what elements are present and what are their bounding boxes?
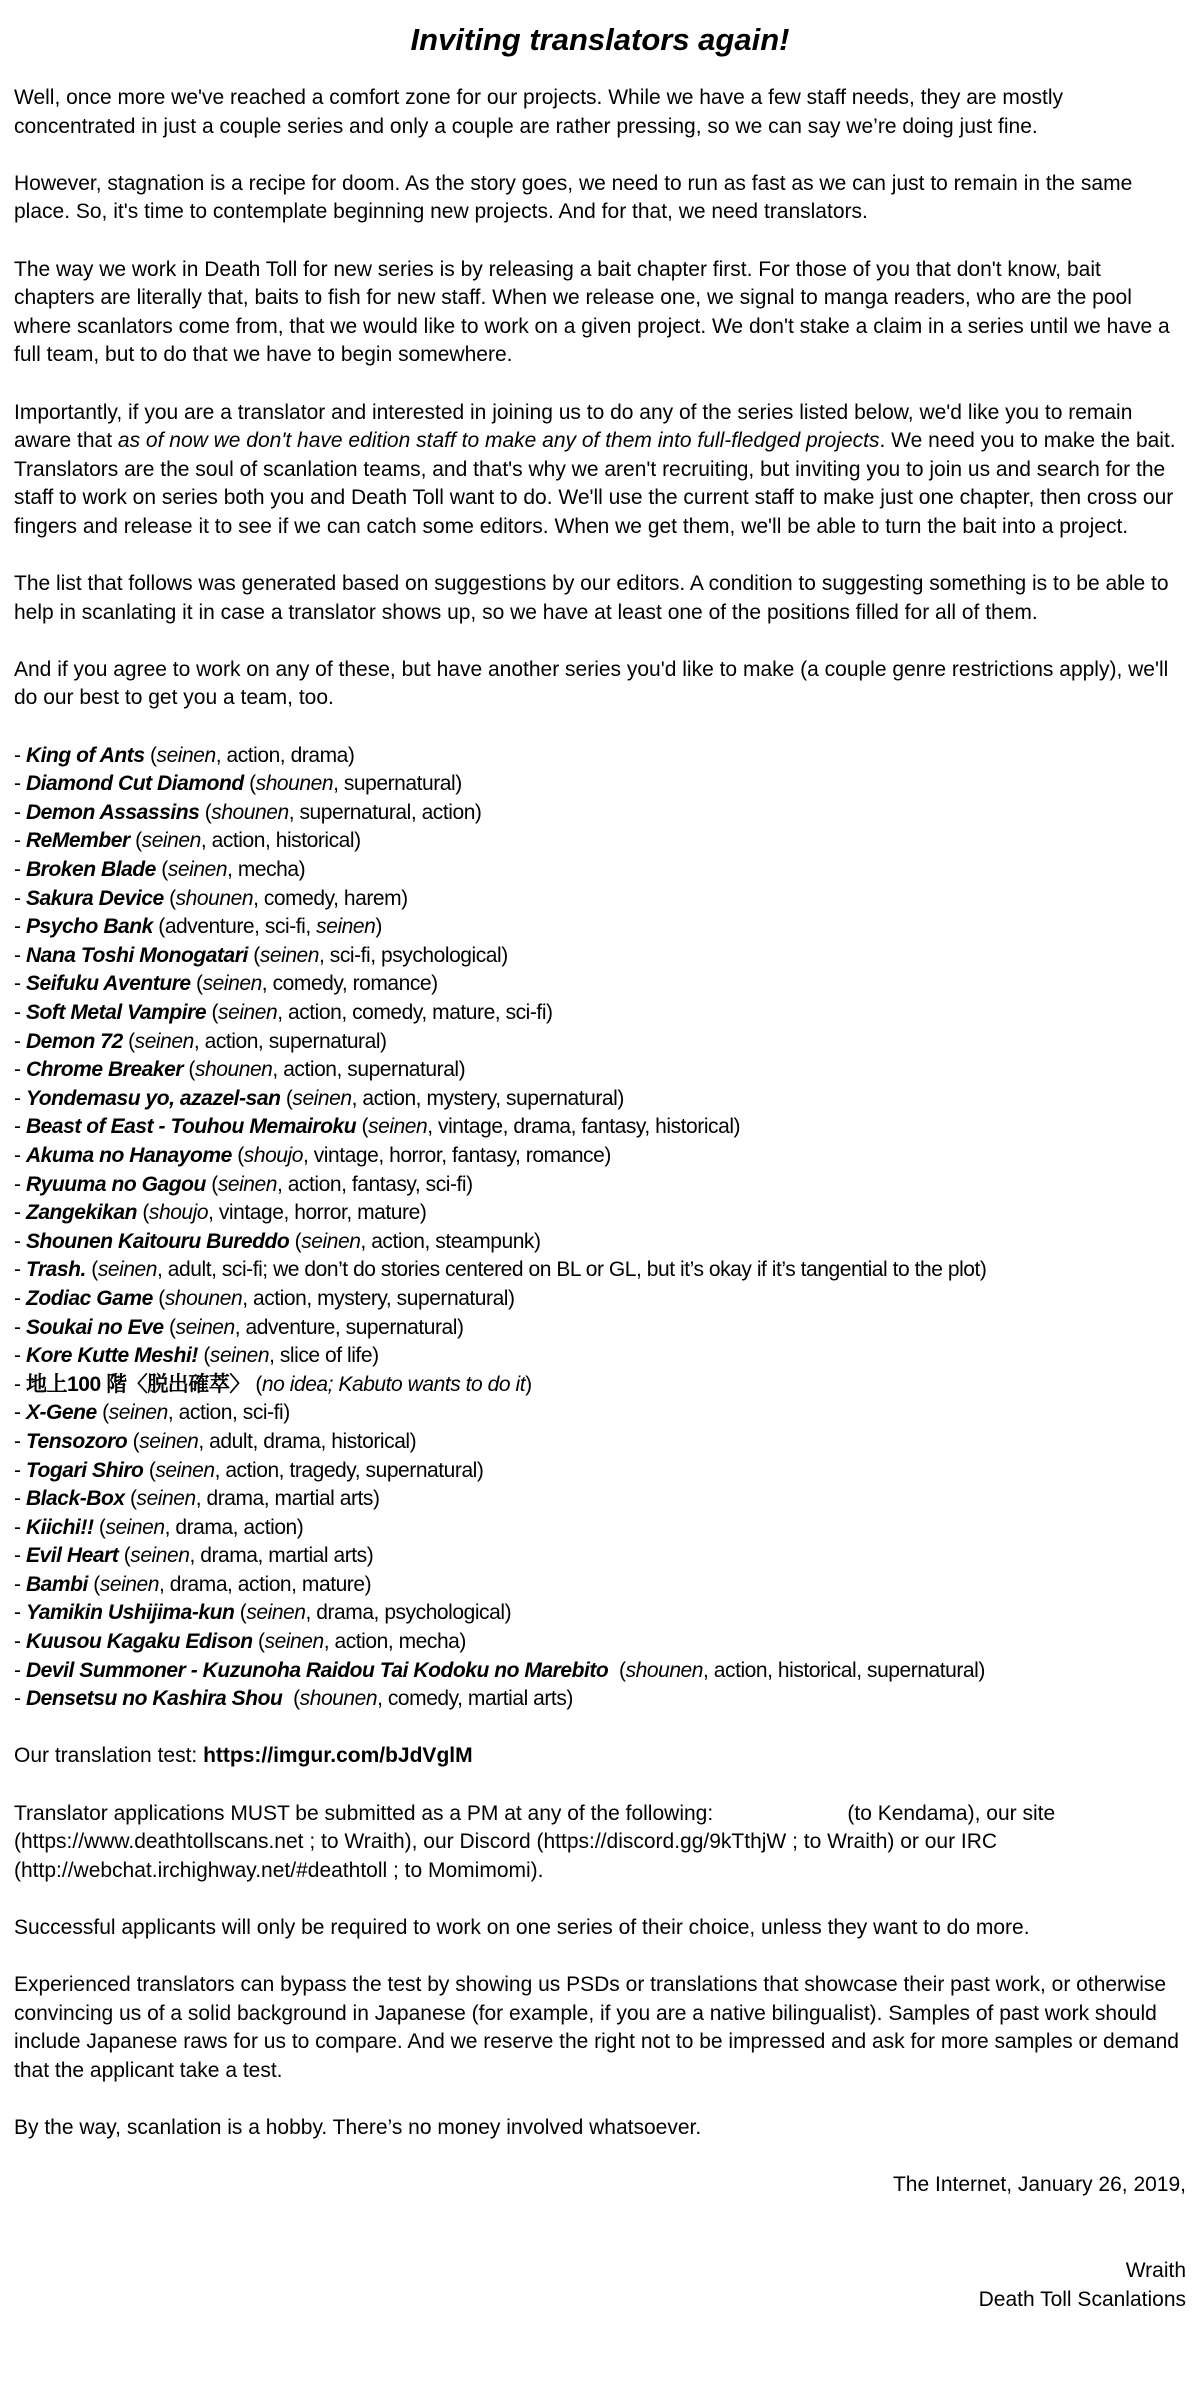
series-genre: seinen [301, 1229, 361, 1253]
list-dash: - [14, 1258, 26, 1282]
signature-block [14, 2171, 1186, 2314]
series-genre: , drama, action [164, 1515, 297, 1539]
series-genre: seinen [136, 1487, 196, 1511]
text-segment: Experienced translators can bypass the test by showing us PSDs or translations that showcase their past work, or otherwise convincing us of a solid background in Japanese (for example, if you are a native bilingualist). Samples of past work should include Japanese raws for us to compare. And we reserve the right not to be impressed and ask for more samples or demand that the applicant take a test. [14, 1973, 1179, 2082]
series-genres-open: ( [190, 972, 203, 996]
series-item [14, 1056, 1186, 1085]
series-genres-close: ) [372, 1344, 379, 1368]
series-title: Diamond Cut Diamond [25, 772, 244, 796]
series-item [14, 999, 1186, 1028]
series-genres-close: ) [508, 1286, 515, 1310]
series-genres-open: ( [93, 1515, 106, 1539]
series-genre: shounen [211, 800, 289, 824]
series-title: Devil Summoner - Kuzunoha Raidou Tai Kodoku no Marebito [25, 1658, 609, 1682]
series-item [14, 1028, 1186, 1057]
paragraph [14, 2114, 1186, 2143]
series-genres-close: ) [375, 915, 382, 939]
series-genre: , slice of life [269, 1344, 373, 1368]
translation-test-url: https://imgur.com/bJdVglM [203, 1744, 473, 1768]
series-item [14, 970, 1186, 999]
series-item [14, 1571, 1186, 1600]
series-title: Soukai no Eve [25, 1315, 164, 1339]
series-genres-open: ( [118, 1544, 131, 1568]
series-genres-open: ( [199, 800, 212, 824]
list-dash: - [14, 1515, 26, 1539]
series-genres-close: ) [525, 1372, 532, 1396]
list-dash: - [14, 1487, 26, 1511]
list-dash: - [14, 1687, 26, 1711]
text-segment: The list that follows was generated based on suggestions by our editors. A condition to suggesting something is to be able to help in scanlating it in case a translator shows up, so we have at least one of the positions filled for all of them. [14, 572, 1169, 624]
series-genres-open: ( [608, 1658, 626, 1682]
series-title: Shounen Kaitouru Bureddo [25, 1229, 290, 1253]
series-genres-open: ( [163, 886, 176, 910]
series-genre: shounen [625, 1658, 704, 1682]
list-dash: - [14, 1344, 26, 1368]
series-genre: , action, fantasy, sci-fi [277, 1172, 467, 1196]
series-title: Kiichi!! [25, 1515, 94, 1539]
series-genres-close: ) [366, 1544, 374, 1568]
list-dash: - [14, 886, 26, 910]
series-genres-open: ( [280, 1086, 293, 1110]
series-genre: , action, comedy, mature, sci-fi [277, 1001, 547, 1024]
series-title: Soft Metal Vampire [25, 1001, 207, 1024]
series-item [14, 1142, 1186, 1171]
series-genres-close: ) [419, 1201, 427, 1225]
series-genre: seinen [368, 1115, 428, 1139]
series-title: Seifuku Aventure [25, 972, 191, 996]
series-genres-open: ( [289, 1229, 302, 1253]
series-genres-open: ( [252, 1630, 265, 1654]
series-title: Nana Toshi Monogatari [25, 943, 248, 967]
series-item [14, 1485, 1186, 1514]
series-genres-close: ) [458, 1058, 466, 1082]
series-item [14, 1428, 1186, 1457]
series-genre: , vintage, drama, fantasy, historical [427, 1115, 734, 1139]
series-genres-open: ( [129, 829, 142, 853]
series-title: Tensozoro [25, 1429, 128, 1453]
text-segment: Importantly, if you are a translator and interested in joining us to do any of the series listed below, we'd like you to remain aware that [14, 400, 1133, 453]
series-genre: , action, historical [200, 829, 355, 853]
paragraph [14, 1914, 1186, 1943]
series-item [14, 1457, 1186, 1486]
series-genres-close: ) [296, 1515, 304, 1539]
list-dash: - [14, 743, 26, 767]
list-dash: - [14, 1058, 26, 1082]
series-genre: , action, sci-fi [167, 1401, 284, 1425]
series-genre: seinen [202, 972, 262, 996]
series-genres-close: ) [504, 1601, 512, 1625]
series-genres-open: ( [282, 1687, 300, 1711]
series-genre: seinen [156, 743, 216, 767]
series-genres-open: ( [205, 1172, 218, 1196]
series-genre: shoujo [243, 1143, 303, 1167]
series-genre: seinen [292, 1086, 352, 1110]
series-item [14, 1171, 1186, 1200]
text-segment: The way we work in Death Toll for new series is by releasing a bait chapter first. For those of you that don't know, bait chapters are literally that, baits to fish for new staff. When we release one, we signal to manga readers, who are the pool where scanlators come from, that we would like to work on a given project. We don't stake a claim in a series until we have a full team, but to do that we have to begin somewhere. [14, 257, 1170, 367]
outro-section [14, 1800, 1186, 2143]
series-genre: seinen [264, 1630, 324, 1654]
recruitment-letter [14, 20, 1186, 2314]
series-genres-open: ( [152, 915, 165, 939]
paragraph [14, 656, 1186, 713]
series-genres-close: ) [431, 972, 438, 996]
list-dash: - [14, 943, 26, 967]
text-segment: Translator applications MUST be submitted as a PM at any of the following: [14, 1801, 720, 1825]
text-segment: However, stagnation is a recipe for doom. As the story goes, we need to run as fast as we can just to remain in the same place. So, it's time to contemplate beginning new projects. And for that, we need translators. [14, 171, 1133, 224]
series-genres-open: ( [96, 1401, 109, 1425]
series-genres-close: ) [380, 1029, 387, 1053]
series-item [14, 827, 1186, 856]
series-genre: seinen [97, 1258, 158, 1282]
list-dash: - [14, 772, 26, 796]
text-segment: And if you agree to work on any of these, but have another series you'd like to make (a couple genre restrictions apply), we'll do our best to get you a team, too. [14, 657, 1169, 710]
series-title: Trash. [25, 1258, 86, 1282]
series-title: Psycho Bank [25, 915, 153, 939]
series-genres-open: ( [249, 1372, 262, 1396]
list-dash: - [14, 1630, 26, 1654]
paragraph [14, 399, 1186, 542]
series-genre: seinen [246, 1601, 306, 1625]
series-genres-open: ( [136, 1201, 149, 1225]
list-dash: - [14, 1029, 26, 1053]
series-genre: seinen [209, 1344, 270, 1368]
series-genres-open: ( [144, 743, 157, 767]
series-genre: , supernatural, action [288, 800, 475, 824]
list-dash: - [14, 1143, 26, 1167]
series-title: Evil Heart [25, 1544, 119, 1568]
series-genre: shounen [164, 1286, 243, 1310]
series-genres-open: ( [87, 1572, 100, 1596]
series-item [14, 1085, 1186, 1114]
list-dash: - [14, 1372, 26, 1396]
series-genres-close: ) [372, 1487, 380, 1511]
series-item [14, 942, 1186, 971]
series-genres-close: ) [474, 800, 482, 824]
signature-team: Death Toll Scanlations [978, 2287, 1186, 2311]
series-genre: , drama, psychological [305, 1601, 505, 1625]
list-dash: - [14, 1286, 26, 1310]
text-segment: Well, once more we've reached a comfort zone for our projects. While we have a few staff needs, they are mostly concentrated in just a couple series and only a couple are rather pressing, so we can say we’re doing just fine. [14, 86, 1064, 138]
series-genres-close: ) [347, 743, 355, 767]
series-genre: , drama, martial arts [195, 1487, 373, 1511]
series-genres-close: ) [546, 1001, 553, 1024]
series-genre: seinen [217, 1172, 277, 1196]
series-genres-open: ( [243, 772, 256, 796]
series-genre: , comedy, harem [253, 886, 402, 910]
series-title: Chrome Breaker [25, 1058, 184, 1082]
series-genre: seinen [155, 1458, 215, 1482]
series-genre: shounen [255, 772, 334, 796]
series-genre: , action, historical, supernatural [703, 1658, 979, 1682]
series-genre: , comedy, romance [261, 972, 432, 996]
series-genre: , action, steampunk [360, 1229, 534, 1253]
series-genre: , action, supernatural [193, 1029, 381, 1053]
series-title: Kuusou Kagaku Edison [25, 1630, 253, 1654]
series-genre: , action, mystery, supernatural [242, 1286, 509, 1310]
text-segment: Successful applicants will only be required to work on one series of their choice, unless they want to do more. [14, 1916, 1030, 1939]
series-title: Akuma no Hanayome [25, 1143, 232, 1167]
series-genres-close: ) [457, 1315, 464, 1339]
series-genres-open: ( [152, 1286, 165, 1310]
list-dash: - [14, 1658, 26, 1682]
list-dash: - [14, 1429, 26, 1453]
series-genres-close: ) [401, 886, 408, 910]
series-genre: seinen [105, 1515, 165, 1539]
paragraph [14, 1800, 1186, 1886]
series-genre: , adult, sci-fi; we don’t do stories centered on BL or GL, but it’s okay if it’s tangential to the plot [157, 1258, 980, 1282]
series-genre: no idea; Kabuto wants to do it [261, 1372, 526, 1396]
series-genres-close: ) [979, 1258, 987, 1282]
series-item [14, 1228, 1186, 1257]
list-dash: - [14, 1315, 26, 1339]
series-genre: , action, mystery, supernatural [351, 1086, 618, 1110]
series-genres-close: ) [354, 829, 361, 853]
series-genres-close: ) [466, 1172, 473, 1196]
series-item [14, 1113, 1186, 1142]
series-genre: adventure, sci-fi, [164, 915, 317, 939]
series-genres-open: ( [127, 1429, 140, 1453]
list-dash: - [14, 1401, 26, 1425]
series-title: King of Ants [25, 743, 145, 767]
series-genres-close: ) [604, 1143, 611, 1167]
series-genres-open: ( [197, 1344, 210, 1368]
series-item [14, 913, 1186, 942]
series-genre: , drama, action, mature [159, 1572, 365, 1596]
paragraph [14, 1971, 1186, 2085]
signature-place-date: The Internet, January 26, 2019, [892, 2173, 1186, 2197]
series-item [14, 1599, 1186, 1628]
series-genre: , action, mecha [323, 1630, 460, 1654]
series-item [14, 1285, 1186, 1314]
intro-section [14, 84, 1186, 713]
series-genres-close: ) [617, 1086, 624, 1110]
page-title: Inviting translators again! [410, 22, 790, 57]
series-item [14, 885, 1186, 914]
series-genre: seinen [141, 829, 201, 853]
list-dash: - [14, 1458, 26, 1482]
series-genre: , action, supernatural [272, 1058, 459, 1082]
list-dash: - [14, 1115, 26, 1139]
series-title: Bambi [25, 1572, 88, 1596]
series-title: ReMember [25, 829, 130, 853]
series-genres-close: ) [459, 1630, 466, 1654]
series-genres-close: ) [455, 772, 462, 796]
list-dash: - [14, 1229, 26, 1253]
series-genre: , drama, martial arts [189, 1544, 367, 1568]
list-dash: - [14, 1086, 26, 1110]
series-genres-open: ( [247, 943, 260, 967]
series-item [14, 856, 1186, 885]
series-genre: seinen [108, 1401, 168, 1425]
series-title: Sakura Device [25, 886, 164, 910]
series-genres-open: ( [234, 1601, 247, 1625]
series-title: Togari Shiro [25, 1458, 144, 1482]
series-title: Kore Kutte Meshi! [25, 1344, 198, 1368]
series-item [14, 799, 1186, 828]
series-genres-open: ( [85, 1258, 98, 1282]
list-dash: - [14, 1172, 26, 1196]
series-genres-open: ( [124, 1487, 137, 1511]
series-genre: seinen [139, 1429, 199, 1453]
series-item [14, 1685, 1186, 1714]
series-genre: seinen [167, 858, 228, 882]
series-genre: , adult, drama, historical [198, 1429, 410, 1453]
series-genres-open: ( [206, 1001, 219, 1024]
series-title: Beast of East - Touhou Memairoku [25, 1115, 357, 1139]
series-genres-close: ) [533, 1229, 541, 1253]
series-genres-close: ) [978, 1658, 985, 1682]
series-genres-open: ( [122, 1029, 135, 1053]
series-genres-open: ( [143, 1458, 156, 1482]
text-segment: By the way, scanlation is a hobby. There’s no money involved whatsoever. [14, 2116, 702, 2140]
text-segment: as of now we don't have edition staff to make any of them into full-fledged projects [117, 429, 880, 453]
series-genre: , action, tragedy, supernatural [214, 1458, 477, 1482]
paragraph [14, 570, 1186, 627]
paragraph [14, 256, 1186, 370]
series-genres-close: ) [283, 1401, 290, 1425]
paragraph [14, 170, 1186, 227]
series-genre: shounen [299, 1687, 378, 1711]
series-genres-close: ) [501, 943, 508, 967]
series-genre: shoujo [148, 1201, 209, 1225]
series-genre: , vintage, horror, fantasy, romance [302, 1143, 605, 1167]
series-genre: seinen [259, 943, 320, 967]
series-item [14, 1514, 1186, 1543]
series-genre: seinen [134, 1029, 194, 1053]
list-dash: - [14, 1201, 26, 1225]
series-item [14, 1314, 1186, 1343]
series-genre: , adventure, supernatural [234, 1315, 457, 1339]
series-item [14, 1199, 1186, 1228]
series-item [14, 1628, 1186, 1657]
series-title: Zangekikan [25, 1201, 137, 1225]
series-list [14, 742, 1186, 1714]
series-item [14, 1542, 1186, 1571]
series-genres-close: ) [409, 1429, 417, 1453]
series-item [14, 1342, 1186, 1371]
series-genre: seinen [99, 1572, 159, 1596]
series-genres-close: ) [476, 1458, 484, 1482]
series-title: X-Gene [25, 1401, 97, 1425]
series-genre: , vintage, horror, mature [208, 1201, 420, 1225]
text-segment: . We need you to make the bait. Translators are the soul of scanlation teams, and that's why we aren't recruiting, but inviting you to join us and search for the staff to work on series both you and Death Toll want to do. We'll use the current staff to make just one chapter, then cross our fingers and release it to see if we can catch some editors. When we get them, we'll be able to turn the bait into a project. [14, 429, 1176, 538]
series-genre: shounen [194, 1058, 273, 1082]
series-genres-close: ) [566, 1687, 573, 1711]
series-title: Zodiac Game [25, 1286, 153, 1310]
series-genres-close: ) [733, 1115, 741, 1139]
series-genre: seinen [130, 1544, 190, 1568]
series-genre: seinen [218, 1001, 278, 1024]
series-genre: , action, drama [215, 743, 348, 767]
series-item [14, 742, 1186, 771]
series-genres-close: ) [298, 858, 306, 882]
list-dash: - [14, 915, 26, 939]
series-genres-open: ( [231, 1143, 244, 1167]
series-genres-open: ( [155, 858, 168, 882]
text-segment: (to Kendama), our site (https://www.deathtollscans.net ; to Wraith), our Discord (https://discord.gg/9kTthjW ; to Wraith) or our IRC (http://webchat.irchighway.net/#deathtoll ; to Momimomi). [14, 1801, 1056, 1882]
series-genres-close: ) [364, 1572, 372, 1596]
list-dash: - [14, 800, 26, 824]
series-item [14, 1399, 1186, 1428]
list-dash: - [14, 1601, 26, 1625]
list-dash: - [14, 858, 26, 882]
series-title: 地上100 階〈脱出確萃〉 [25, 1372, 250, 1396]
signature-name: Wraith [1125, 2259, 1186, 2283]
series-genre: , comedy, martial arts [377, 1687, 567, 1711]
list-dash: - [14, 1572, 26, 1596]
series-genre: , mecha [227, 858, 299, 882]
series-genre: shounen [175, 886, 254, 910]
series-item [14, 1371, 1186, 1400]
list-dash: - [14, 1001, 26, 1024]
paragraph [14, 84, 1186, 141]
series-genres-open: ( [356, 1115, 369, 1139]
series-genres-open: ( [163, 1315, 176, 1339]
list-dash: - [14, 829, 26, 853]
series-title: Yondemasu yo, azazel-san [25, 1086, 281, 1110]
series-title: Broken Blade [25, 858, 156, 882]
text-segment: Our translation test: [14, 1744, 204, 1768]
redacted-gap [719, 1802, 847, 1825]
series-item [14, 1256, 1186, 1285]
series-title: Densetsu no Kashira Shou [25, 1687, 283, 1711]
series-title: Yamikin Ushijima-kun [25, 1601, 235, 1625]
series-genre: seinen [316, 915, 376, 939]
series-genre: seinen [175, 1315, 235, 1339]
series-item [14, 1657, 1186, 1686]
list-dash: - [14, 972, 26, 996]
series-genres-open: ( [183, 1058, 195, 1082]
series-genre: , supernatural [333, 772, 456, 796]
translation-test-line [14, 1742, 1186, 1771]
series-genre: , sci-fi, psychological [319, 943, 502, 967]
list-dash: - [14, 1544, 26, 1568]
series-title: Demon 72 [25, 1029, 123, 1053]
series-title: Ryuuma no Gagou [25, 1172, 206, 1196]
series-title: Black-Box [25, 1487, 125, 1511]
series-title: Demon Assassins [25, 800, 200, 824]
series-item [14, 770, 1186, 799]
